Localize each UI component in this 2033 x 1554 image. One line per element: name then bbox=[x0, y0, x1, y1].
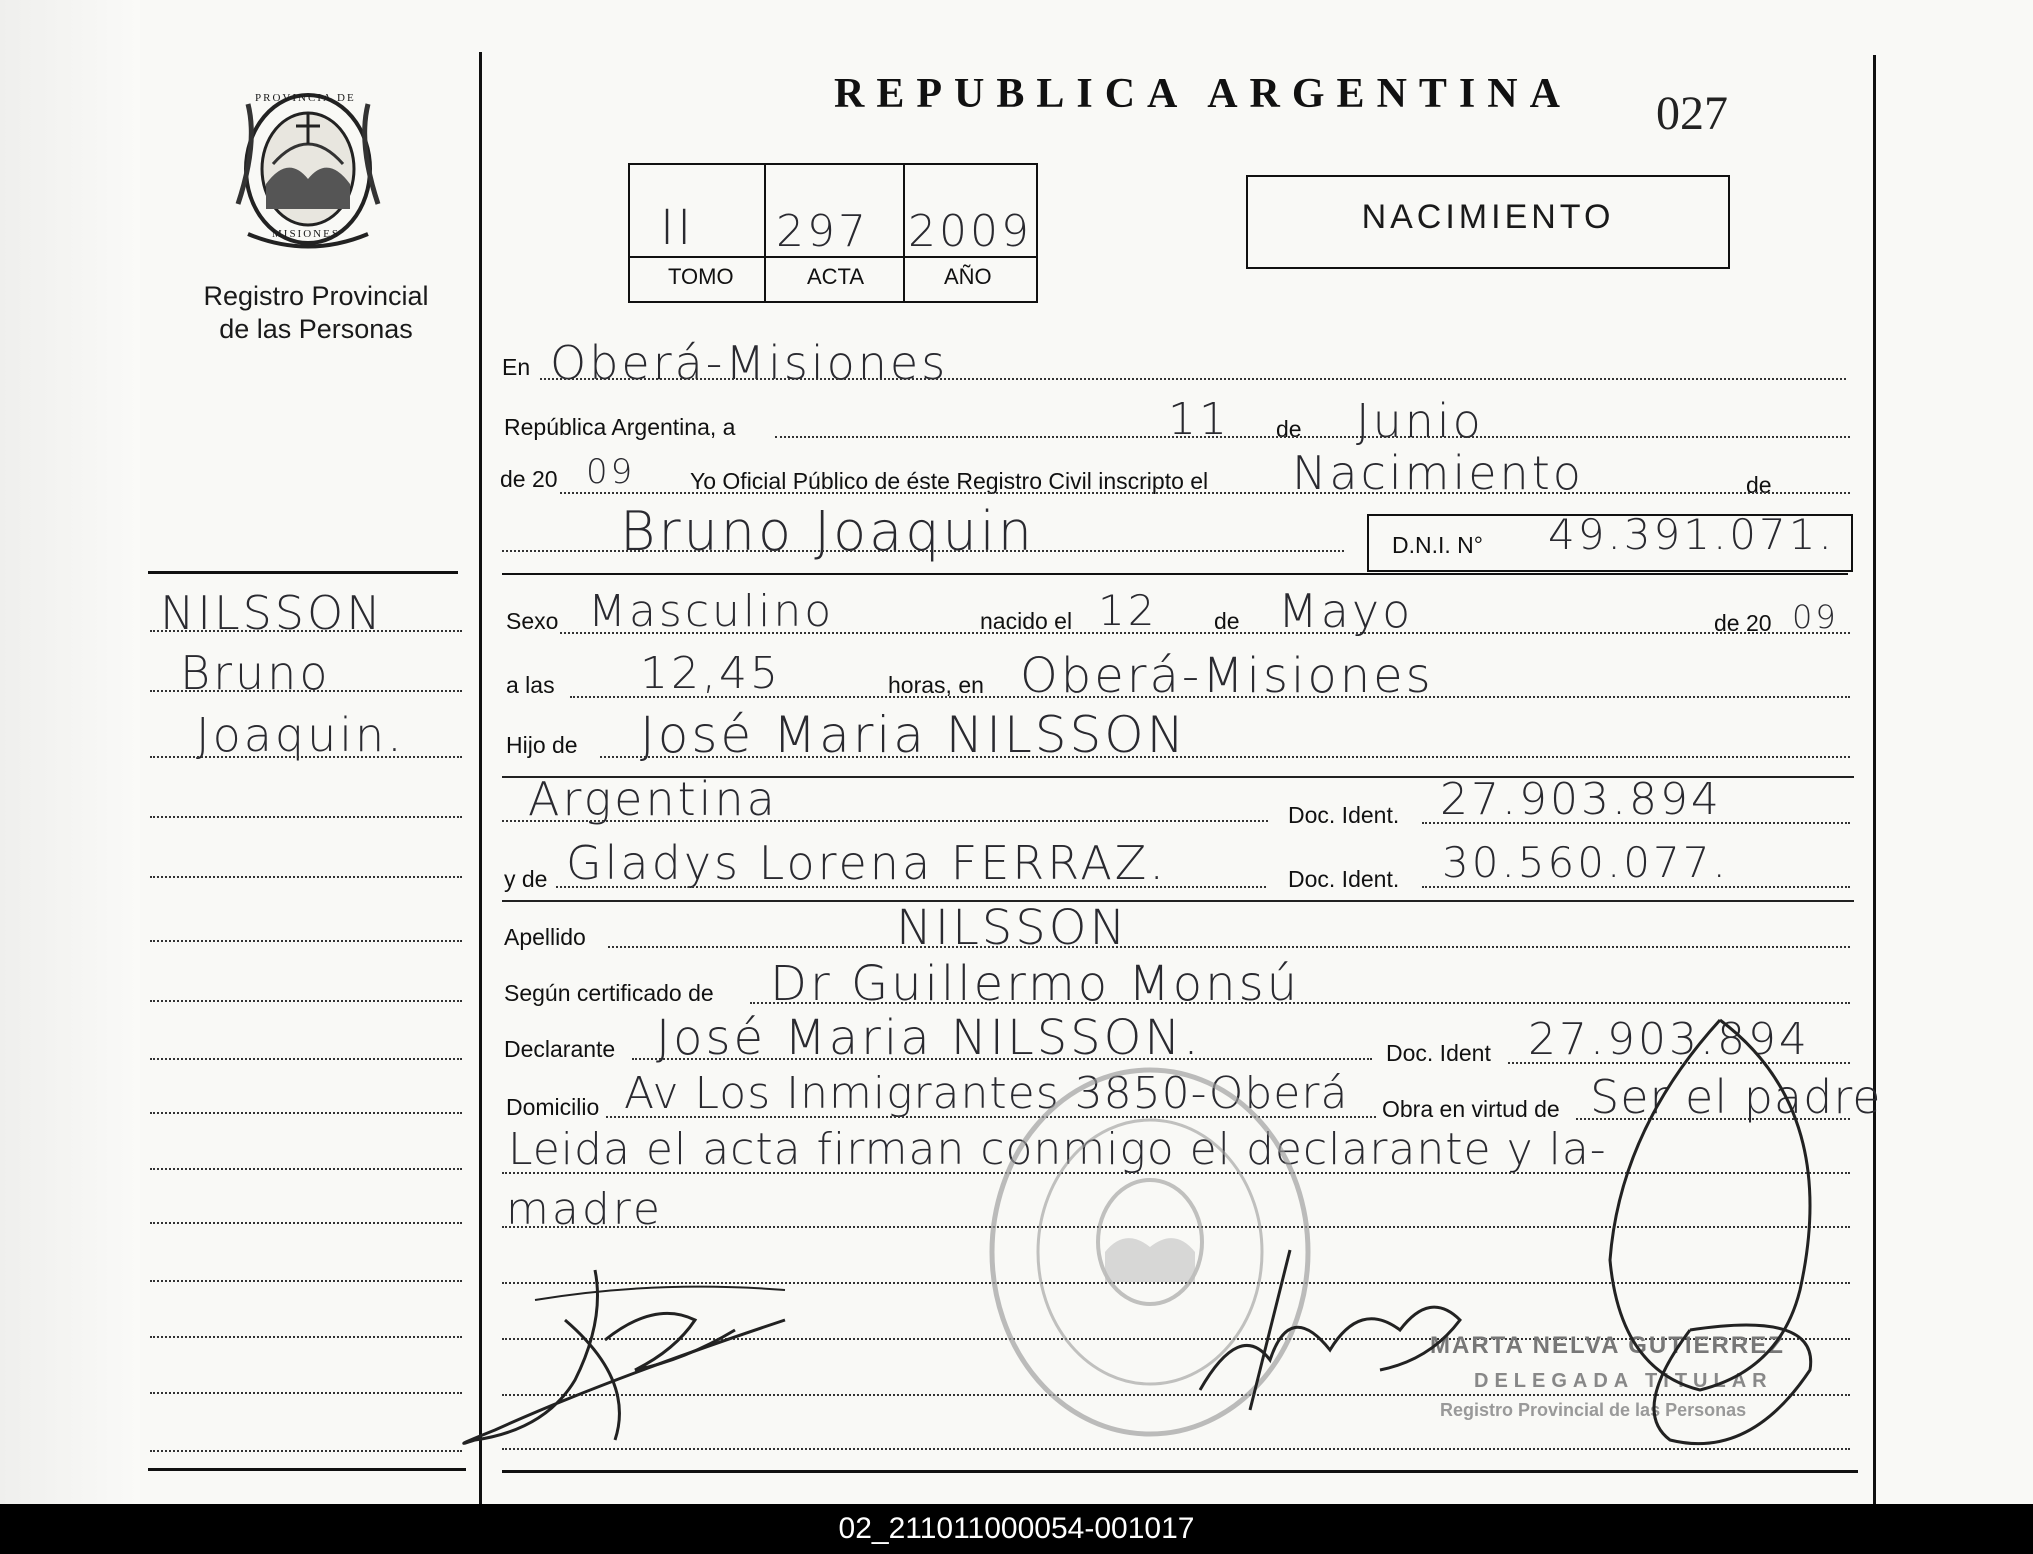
margin-line bbox=[150, 1222, 462, 1224]
form-line bbox=[502, 900, 1854, 902]
margin-line bbox=[150, 1112, 462, 1114]
margin-line bbox=[150, 1450, 462, 1452]
de-label-2: de bbox=[1746, 472, 1772, 498]
yde-label: y de bbox=[504, 866, 548, 892]
mother-signature-icon bbox=[1180, 1240, 1480, 1440]
form-line bbox=[502, 550, 1344, 552]
given-names-value: Bruno Joaquin bbox=[620, 500, 1035, 563]
emblem-bottom-text: MISIONES bbox=[272, 228, 340, 240]
margin-line bbox=[150, 816, 462, 818]
closing-line-1: Leida el acta firman conmigo el declarante y la- bbox=[508, 1124, 1607, 1175]
form-line bbox=[560, 632, 1850, 634]
declarant-value: José Maria NILSSON. bbox=[656, 1010, 1202, 1066]
anio-value: 2009 bbox=[908, 206, 1032, 257]
de20-label: de 20 bbox=[500, 466, 558, 492]
margin-divider-top bbox=[148, 571, 458, 574]
mother-doc-value: 30.560.077. bbox=[1442, 838, 1729, 887]
capacity-value: Ser el padre bbox=[1590, 1070, 1882, 1124]
declarante-label: Declarante bbox=[504, 1036, 616, 1062]
officer-name: MARTA NELVA GUTIERREZ bbox=[1430, 1332, 1785, 1359]
officer-role: DELEGADA TITULAR bbox=[1474, 1370, 1773, 1392]
office-line-1: Registro Provincial bbox=[203, 281, 429, 311]
day-value: 11 bbox=[1168, 394, 1230, 445]
de20-label-2: de 20 bbox=[1714, 610, 1772, 636]
acta-value: 297 bbox=[776, 206, 869, 257]
alas-label: a las bbox=[506, 672, 555, 698]
margin-line bbox=[150, 756, 462, 758]
document-type: NACIMIENTO bbox=[1361, 198, 1615, 236]
office-name bbox=[180, 280, 452, 346]
doc-ident-label-3: Doc. Ident bbox=[1386, 1040, 1491, 1066]
form-line bbox=[1422, 822, 1850, 824]
place-value: Oberá-Misiones bbox=[550, 336, 949, 390]
sexo-value: Masculino bbox=[588, 586, 835, 637]
margin-first-name: Bruno bbox=[180, 646, 331, 700]
de-label: de bbox=[1276, 416, 1302, 442]
sexo-label: Sexo bbox=[506, 608, 559, 634]
form-line bbox=[632, 1058, 1372, 1060]
tomo-value: II bbox=[660, 200, 695, 256]
margin-line bbox=[150, 940, 462, 942]
birth-day-value: 12 bbox=[1098, 586, 1158, 635]
margin-line bbox=[150, 1336, 462, 1338]
surname-value: NILSSON bbox=[896, 900, 1129, 956]
form-line bbox=[608, 946, 1850, 948]
record-box-divider-2 bbox=[903, 163, 905, 301]
closing-line-2: madre bbox=[506, 1184, 663, 1235]
de-label-3: de bbox=[1214, 608, 1240, 634]
declarant-doc-value: 27.903.894 bbox=[1528, 1014, 1810, 1065]
emblem-top-text: PROVINCIA DE bbox=[255, 92, 356, 104]
form-section-line bbox=[502, 573, 1848, 575]
domicilio-label: Domicilio bbox=[506, 1094, 600, 1120]
margin-divider-bottom bbox=[148, 1468, 466, 1471]
margin-line bbox=[150, 1280, 462, 1282]
father-value: José Maria NILSSON bbox=[640, 706, 1188, 764]
hijo-label: Hijo de bbox=[506, 732, 578, 758]
en-label: En bbox=[502, 354, 531, 380]
footer-bar bbox=[0, 1504, 2033, 1554]
month-value: Junio bbox=[1356, 394, 1484, 448]
file-id: 02_211011000054-001017 bbox=[838, 1512, 1195, 1545]
event-value: Nacimiento bbox=[1292, 446, 1584, 500]
page-title: REPUBLICA ARGENTINA bbox=[834, 71, 1572, 117]
birth-month-value: Mayo bbox=[1278, 584, 1414, 638]
margin-second-name: Joaquin. bbox=[196, 708, 405, 762]
horas-label: horas, en bbox=[888, 672, 984, 698]
apellido-label: Apellido bbox=[504, 924, 586, 950]
form-line bbox=[600, 756, 1850, 758]
dni-value: 49.391.071. bbox=[1548, 510, 1835, 559]
father-doc-value: 27.903.894 bbox=[1440, 774, 1722, 825]
mother-value: Gladys Lorena FERRAZ. bbox=[566, 836, 1167, 890]
doc-ident-label: Doc. Ident. bbox=[1288, 802, 1400, 828]
margin-line bbox=[150, 1168, 462, 1170]
margin-line bbox=[150, 876, 462, 878]
page-number: 027 bbox=[1656, 87, 1728, 140]
father-nationality-value: Argentina bbox=[528, 772, 778, 826]
address-value: Av Los Inmigrantes 3850-Oberá bbox=[624, 1068, 1349, 1119]
form-line bbox=[570, 696, 1850, 698]
republica-label: República Argentina, a bbox=[504, 414, 736, 440]
margin-line bbox=[150, 690, 462, 692]
declarant-signature-icon bbox=[455, 1260, 815, 1460]
dni-label: D.N.I. N° bbox=[1392, 532, 1483, 558]
form-line bbox=[502, 820, 1268, 822]
birth-year-value: 09 bbox=[1792, 598, 1839, 636]
record-box-divider-1 bbox=[764, 163, 766, 301]
tomo-label: TOMO bbox=[668, 264, 734, 289]
form-line bbox=[775, 436, 1850, 438]
obra-label: Obra en virtud de bbox=[1382, 1096, 1560, 1122]
officer-office: Registro Provincial de las Personas bbox=[1440, 1400, 1747, 1420]
margin-line bbox=[150, 1058, 462, 1060]
officer-text: Yo Oficial Público de éste Registro Civil inscripto el bbox=[690, 468, 1209, 494]
form-line bbox=[1422, 886, 1850, 888]
margin-line bbox=[150, 630, 462, 632]
margin-line bbox=[150, 1000, 462, 1002]
nacido-label: nacido el bbox=[980, 608, 1073, 634]
form-line bbox=[556, 886, 1266, 888]
doc-ident-label-2: Doc. Ident. bbox=[1288, 866, 1400, 892]
form-line bbox=[560, 492, 1850, 494]
form-line bbox=[540, 378, 1846, 380]
margin-surname: NILSSON bbox=[160, 586, 384, 640]
doctor-value: Dr Guillermo Monsú bbox=[770, 956, 1301, 1012]
form-line bbox=[750, 1002, 1850, 1004]
margin-line bbox=[150, 1392, 462, 1394]
year-suffix-value: 09 bbox=[586, 452, 636, 492]
certificado-label: Según certificado de bbox=[504, 980, 714, 1006]
officer-signature-icon bbox=[1600, 1010, 1860, 1470]
right-frame-line bbox=[1873, 55, 1876, 1504]
paper-shadow bbox=[0, 0, 140, 1504]
form-bottom-line bbox=[502, 1470, 1858, 1473]
anio-label: AÑO bbox=[944, 264, 992, 289]
acta-label: ACTA bbox=[807, 264, 865, 289]
office-line-2: de las Personas bbox=[219, 314, 413, 344]
time-value: 12,45 bbox=[640, 648, 781, 699]
birth-place-value: Oberá-Misiones bbox=[1020, 648, 1434, 704]
